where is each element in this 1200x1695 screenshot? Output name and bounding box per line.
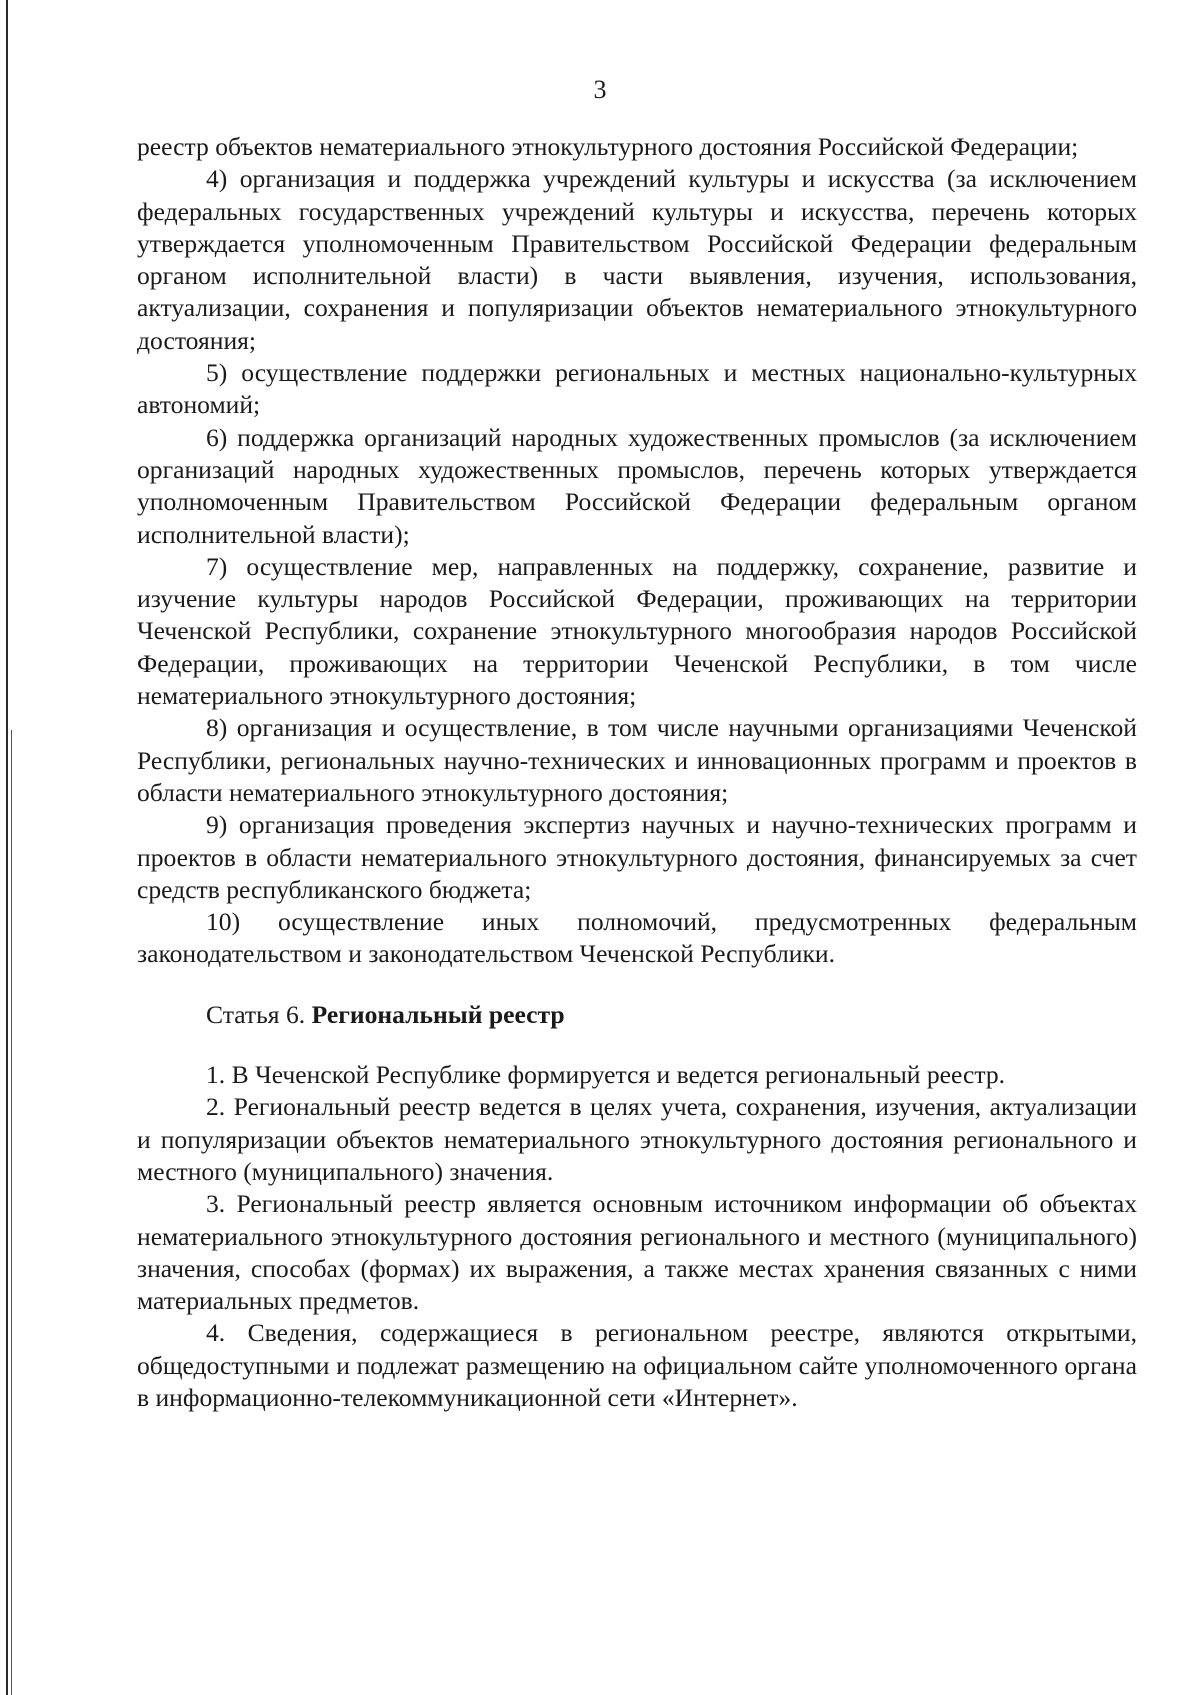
- paragraph-item-9: 9) организация проведения экспертиз научных и научно-технических программ и проектов в области нематериального этнокультурного достояния, финансируемых за счет средств республиканского бюджета;: [137, 810, 1137, 904]
- article-clause-2: 2. Региональный реестр ведется в целях учета, сохранения, изучения, актуализации и популяризации объектов нематериального этнокультурного достояния регионального и местного (муниципального) значения.: [137, 1092, 1137, 1186]
- paragraph-item-6: 6) поддержка организаций народных художественных промыслов (за исключением организаций народных художественных промыслов, перечень которых утверждается уполномоченным Правительством Российской Федерации федеральным органом исполнительной власти);: [137, 422, 1137, 549]
- article-label: Статья 6.: [206, 999, 306, 1029]
- paragraph-item-10: 10) осуществление иных полномочий, предусмотренных федеральным законодательством и законодательством Чеченской Республики.: [137, 907, 1137, 969]
- paragraph: реестр объектов нематериального этнокультурного достояния Российской Федерации;: [137, 132, 1079, 161]
- article-clause-1: 1. В Чеченской Республике формируется и ведется региональный реестр.: [206, 1060, 1006, 1090]
- scan-edge-line: [6, 0, 8, 1695]
- paragraph-item-7: 7) осуществление мер, направленных на поддержку, сохранение, развитие и изучение культуры народов Российской Федерации, проживающих на территории Чеченской Республики, сохранение этнокультурного многообразия народов Российской Федерации, проживающих на территории Чеченской Республики, в том числе нематериального этнокультурного достояния;: [137, 551, 1137, 711]
- paragraph-item-5: 5) осуществление поддержки региональных и местных национально-культурных автономий;: [137, 358, 1137, 420]
- scan-edge-line-inner: [11, 730, 12, 1695]
- paragraph-item-8: 8) организация и осуществление, в том числе научными организациями Чеченской Республики, региональных научно-технических и инновационных программ и проектов в области нематериального этнокультурного достояния;: [137, 713, 1137, 807]
- article-heading: [137, 999, 1137, 1031]
- article-clause-4: 4. Сведения, содержащиеся в региональном реестре, являются открытыми, общедоступными и подлежат размещению на официальном сайте уполномоченного органа в информационно-телекоммуникационной сети «Интернет».: [137, 1318, 1137, 1412]
- page-number: 3: [593, 75, 607, 104]
- article-title: Региональный реестр: [311, 999, 565, 1029]
- article-clause-3: 3. Региональный реестр является основным источником информации об объектах нематериального этнокультурного достояния регионального и местного (муниципального) значения, способах (формах) их выражения, а также местах хранения связанных с ними материальных предметов.: [137, 1189, 1137, 1316]
- document-body: [137, 131, 1137, 1414]
- paragraph-item-4: 4) организация и поддержка учреждений культуры и искусства (за исключением федеральных государственных учреждений культуры и искусства, перечень которых утверждается уполномоченным Правительством Российской Федерации федеральным органом исполнительной власти) в части выявления, изучения, использования, актуализации, сохранения и популяризации объектов нематериального этнокультурного достояния;: [137, 164, 1137, 355]
